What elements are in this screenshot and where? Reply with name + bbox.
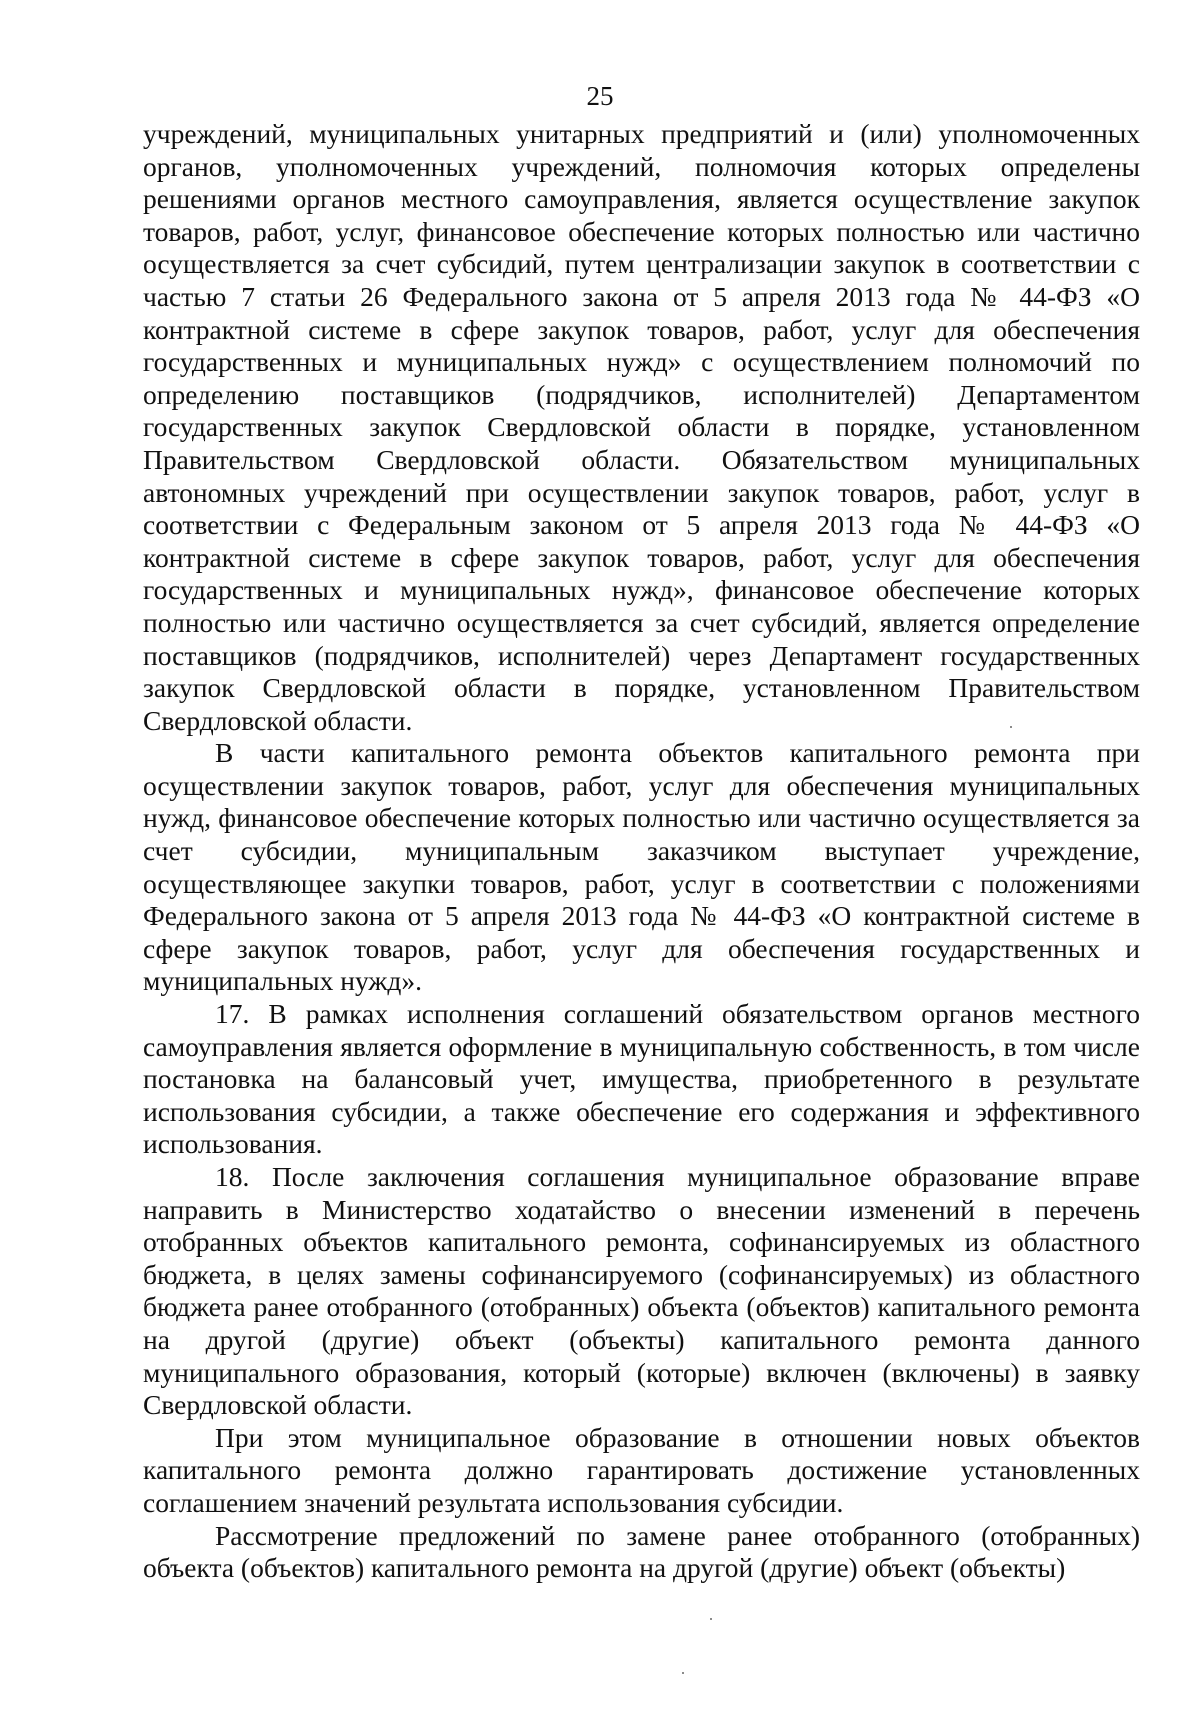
page-number: 25 — [586, 81, 614, 111]
paragraph-item-17: 17. В рамках исполнения соглашений обязательством органов местного самоуправления является оформление в муниципальную собственность, в том числе постановка на балансовый учет, имущества, приобретенного в результате использования субсидии, а также обеспечение его содержания и эффективного использования. — [143, 998, 1140, 1160]
scan-speck — [1010, 726, 1012, 728]
paragraph-capital-repair: В части капитального ремонта объектов капитального ремонта при осуществлении закупок товаров, работ, услуг для обеспечения муниципальных нужд, финансовое обеспечение которых полностью или частично осуществляется за счет субсидии, муниципальным заказчиком выступает учреждение, осуществляющее закупки товаров, работ, услуг в соответствии с положениями Федерального закона от 5 апреля 2013 года № 44-ФЗ «О контрактной системе в сфере закупок товаров, работ, услуг для обеспечения государственных и муниципальных нужд». — [143, 737, 1140, 997]
paragraph-replacement-review: Рассмотрение предложений по замене ранее отобранного (отобранных) объекта (объектов) капитального ремонта на другой (другие) объект (объекты) — [143, 1519, 1140, 1584]
document-body — [143, 118, 1140, 1585]
paragraph-continuation: учреждений, муниципальных унитарных предприятий и (или) уполномоченных органов, уполномоченных учреждений, полномочия которых определены решениями органов местного самоуправления, является осуществление закупок товаров, работ, услуг, финансовое обеспечение которых полностью или частично осуществляется за счет субсидий, путем централизации закупок в соответствии с частью 7 статьи 26 Федерального закона от 5 апреля 2013 года № 44-ФЗ «О контрактной системе в сфере закупок товаров, работ, услуг для обеспечения государственных и муниципальных нужд» с осуществлением полномочий по определению поставщиков (подрядчиков, исполнителей) Департаментом государственных закупок Свердловской области в порядке, установленном Правительством Свердловской области. Обязательством муниципальных автономных учреждений при осуществлении закупок товаров, работ, услуг в соответствии с Федеральным законом от 5 апреля 2013 года № 44-ФЗ «О контрактной системе в сфере закупок товаров, работ, услуг для обеспечения государственных и муниципальных нужд», финансовое обеспечение которых полностью или частично осуществляется за счет субсидий, является определение поставщиков (подрядчиков, исполнителей) через Департамент государственных закупок Свердловской области в порядке, установленном Правительством Свердловской области. — [143, 118, 1140, 736]
scan-speck — [710, 1618, 712, 1620]
paragraph-new-objects: При этом муниципальное образование в отношении новых объектов капитального ремонта должно гарантировать достижение установленных соглашением значений результата использования субсидии. — [143, 1421, 1140, 1518]
scan-speck — [682, 1672, 684, 1674]
paragraph-item-18: 18. После заключения соглашения муниципальное образование вправе направить в Министерство ходатайство о внесении изменений в перечень отобранных объектов капитального ремонта, софинансируемых из областного бюджета, в целях замены софинансируемого (софинансируемых) из областного бюджета ранее отобранного (отобранных) объекта (объектов) капитального ремонта на другой (другие) объект (объекты) капитального ремонта данного муниципального образования, который (которые) включен (включены) в заявку Свердловской области. — [143, 1161, 1140, 1421]
